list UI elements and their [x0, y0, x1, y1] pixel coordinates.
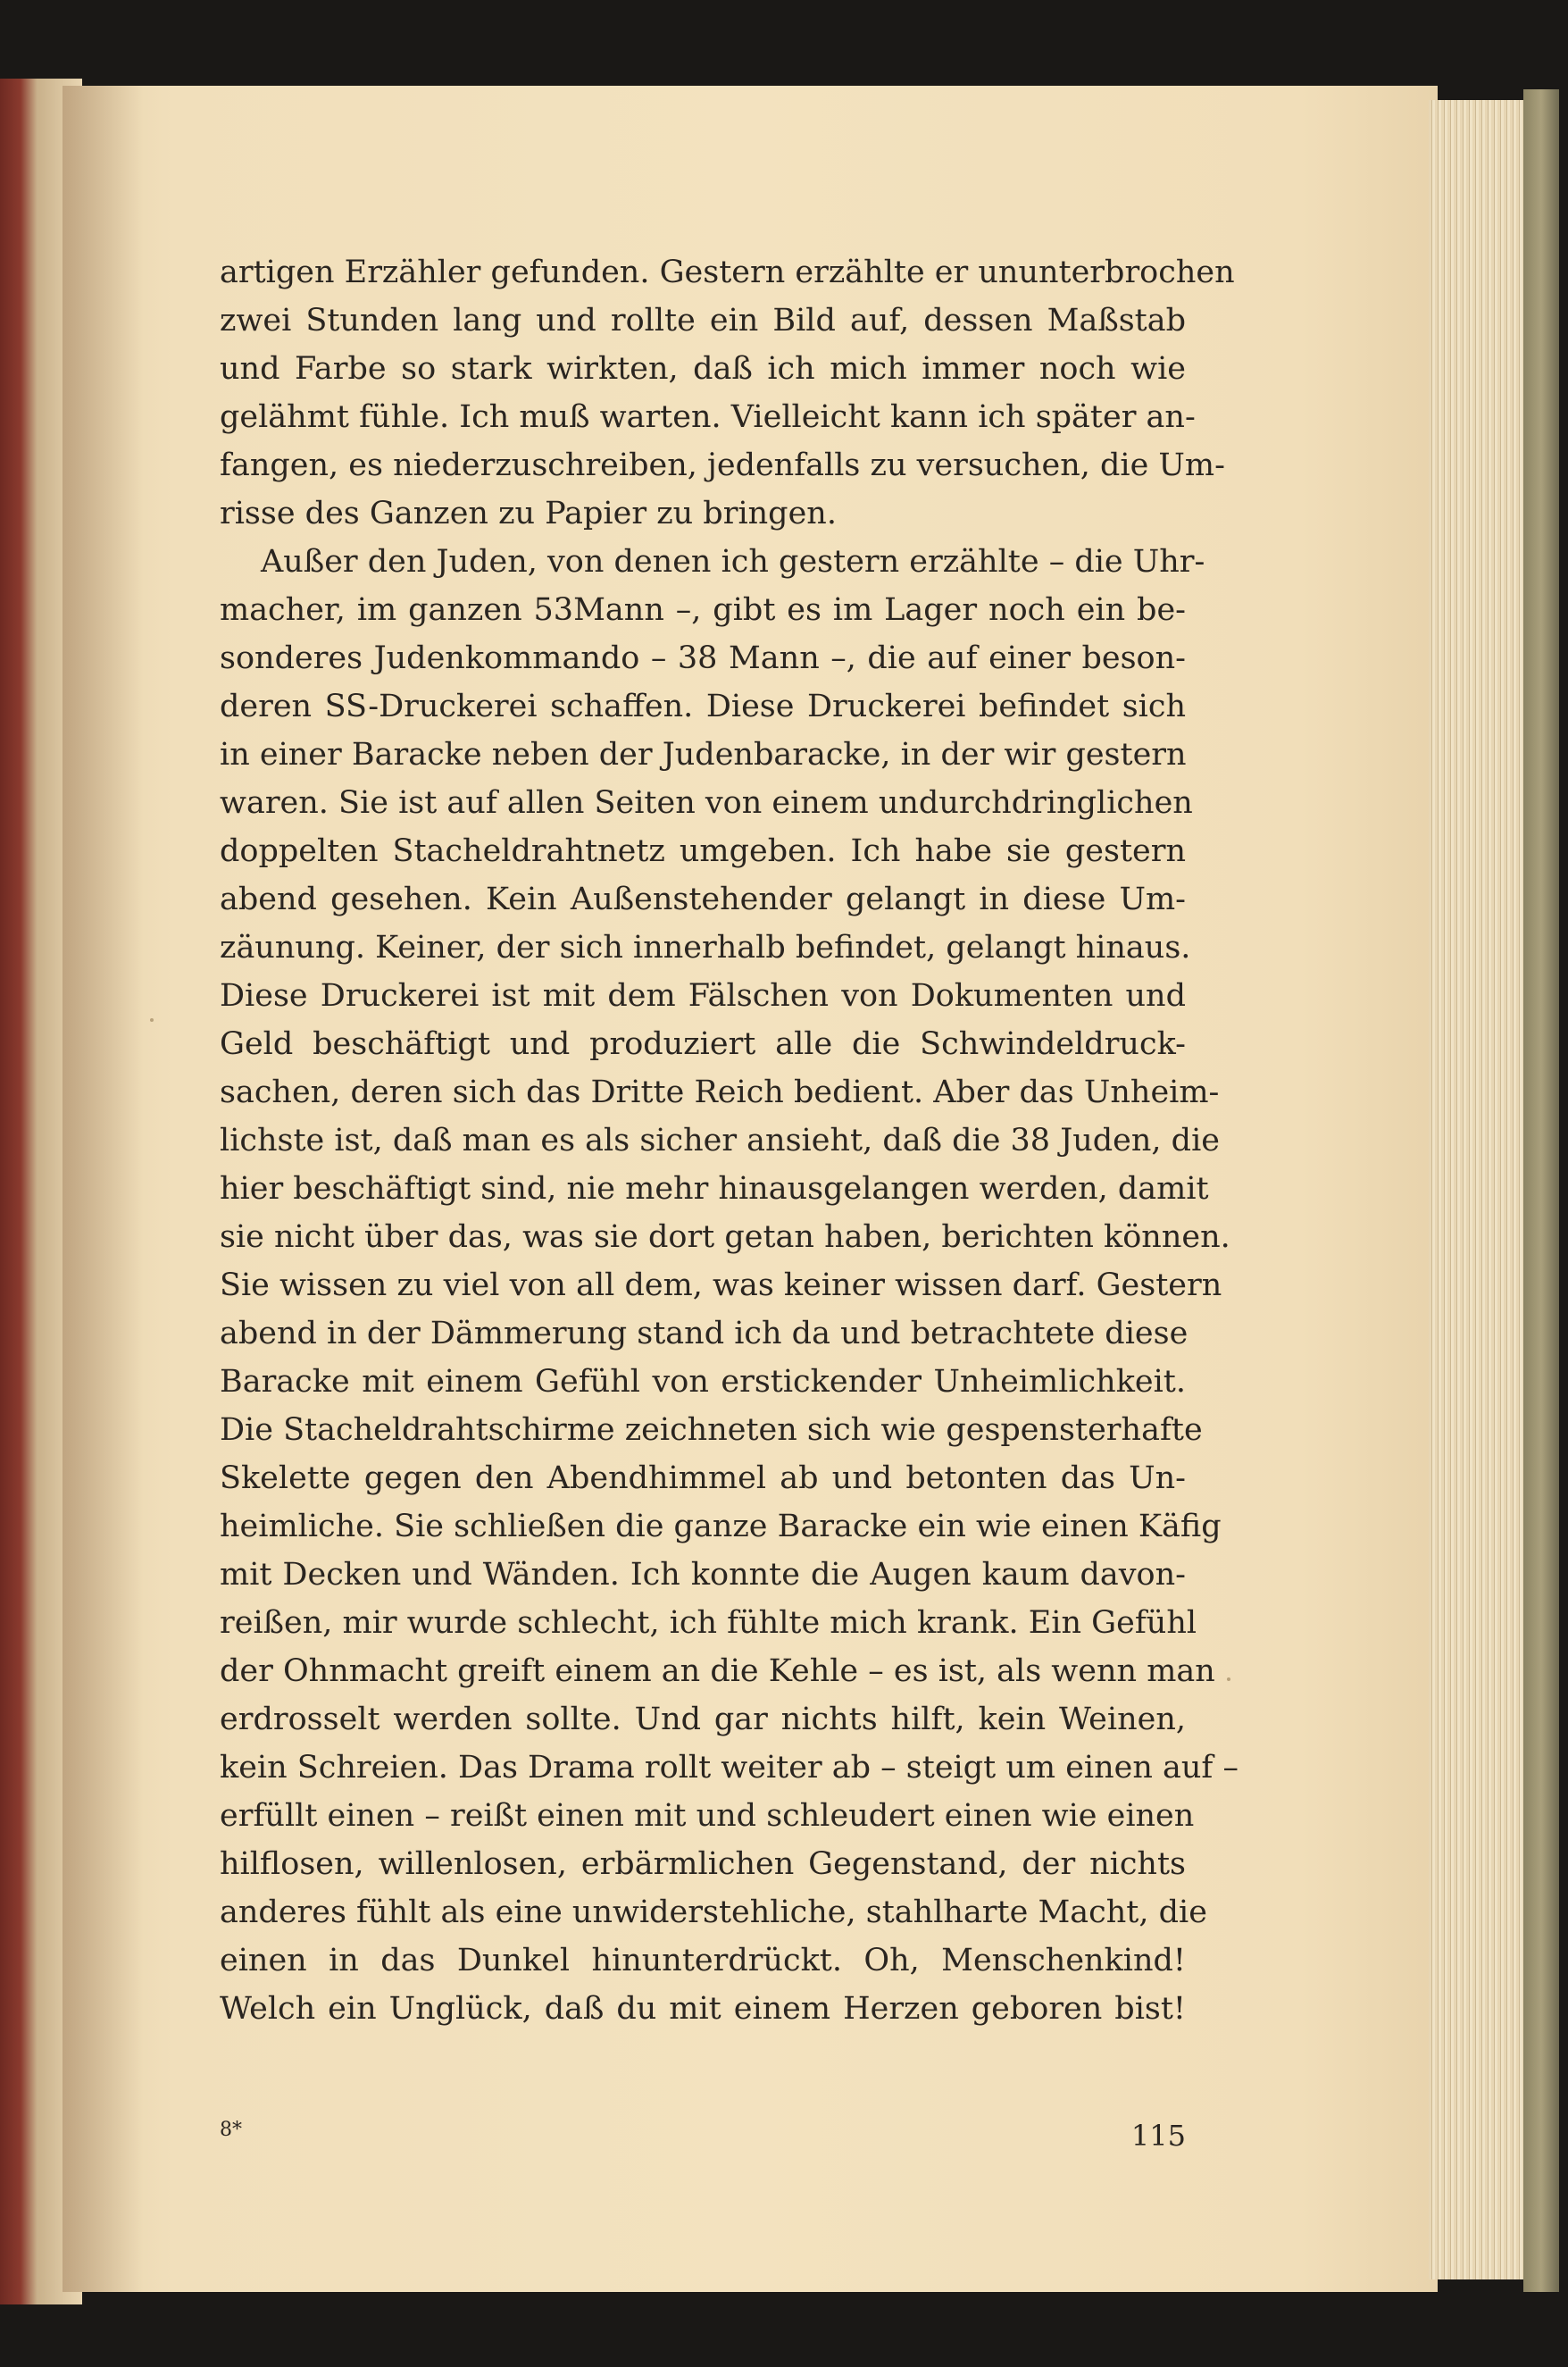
paper-speck	[150, 1018, 154, 1022]
text-line: der Ohnmacht greift einem an die Kehle – es ist, als wenn man	[220, 1653, 1215, 1689]
text-line: doppelten Stacheldrahtnetz umgeben. Ich habe sie gestern	[220, 833, 1186, 869]
text-line: abend gesehen. Kein Außenstehender gelangt in diese Um-	[220, 882, 1186, 917]
text-line: waren. Sie ist auf allen Seiten von einem undurchdringlichen	[220, 785, 1193, 821]
text-line: Baracke mit einem Gefühl von erstickender Unheimlichkeit.	[220, 1364, 1186, 1400]
gutter-shadow	[63, 86, 143, 2292]
book-cover-edge	[1523, 89, 1559, 2292]
text-line: erdrosselt werden sollte. Und gar nichts hilft, kein Weinen,	[220, 1702, 1186, 1737]
paper-speck	[1227, 1677, 1230, 1681]
text-line: heimliche. Sie schließen die ganze Baracke ein wie einen Käfig	[220, 1509, 1222, 1544]
text-line: kein Schreien. Das Drama rollt weiter ab – steigt um einen auf –	[220, 1750, 1239, 1786]
text-line: fangen, es niederzuschreiben, jedenfalls zu versuchen, die Um-	[220, 447, 1225, 483]
text-line: hilflosen, willenlosen, erbärmlichen Gegenstand, der nichts	[220, 1846, 1186, 1882]
text-line: lichste ist, daß man es als sicher ansieht, daß die 38 Juden, die	[220, 1123, 1220, 1158]
page-block-edges	[1429, 100, 1529, 2279]
text-line: Welch ein Unglück, daß du mit einem Herzen geboren bist!	[220, 1991, 1186, 2027]
text-line: mit Decken und Wänden. Ich konnte die Augen kaum davon-	[220, 1557, 1186, 1593]
text-line: gelähmt fühle. Ich muß warten. Vielleicht kann ich später an-	[220, 399, 1196, 435]
text-line: risse des Ganzen zu Papier zu bringen.	[220, 496, 837, 531]
text-line: Außer den Juden, von denen ich gestern erzählte – die Uhr-	[261, 544, 1205, 580]
text-line: reißen, mir wurde schlecht, ich fühlte mich krank. Ein Gefühl	[220, 1605, 1197, 1641]
text-line: deren SS-Druckerei schaffen. Diese Druckerei befindet sich	[220, 689, 1186, 724]
text-line: Geld beschäftigt und produziert alle die Schwindeldruck-	[220, 1026, 1186, 1062]
text-line: und Farbe so stark wirkten, daß ich mich immer noch wie	[220, 351, 1186, 387]
text-line: sonderes Judenkommando – 38 Mann –, die auf einer beson-	[220, 640, 1186, 676]
text-line: Skelette gegen den Abendhimmel ab und betonten das Un-	[220, 1460, 1186, 1496]
text-line: macher, im ganzen 53Mann –, gibt es im Lager noch ein be-	[220, 592, 1186, 628]
text-line: abend in der Dämmerung stand ich da und betrachtete diese	[220, 1316, 1189, 1351]
signature-mark: 8*	[220, 2119, 242, 2141]
body-text	[220, 248, 1239, 2033]
text-line: in einer Baracke neben der Judenbaracke, in der wir gestern	[220, 737, 1187, 773]
text-line: zäunung. Keiner, der sich innerhalb befindet, gelangt hinaus.	[220, 930, 1191, 966]
text-line: Sie wissen zu viel von all dem, was keiner wissen darf. Gestern	[220, 1267, 1222, 1303]
page-number: 115	[1130, 2119, 1186, 2153]
text-line: erfüllt einen – reißt einen mit und schleudert einen wie einen	[220, 1798, 1195, 1834]
text-line: artigen Erzähler gefunden. Gestern erzählte er ununterbrochen	[220, 255, 1235, 290]
text-line: Die Stacheldrahtschirme zeichneten sich wie gespensterhafte	[220, 1412, 1203, 1448]
text-line: sie nicht über das, was sie dort getan haben, berichten können.	[220, 1219, 1230, 1255]
text-line: Diese Druckerei ist mit dem Fälschen von Dokumenten und	[220, 978, 1186, 1014]
page-footer	[220, 2119, 1186, 2154]
text-line: einen in das Dunkel hinunterdrückt. Oh, Menschenkind!	[220, 1943, 1186, 1978]
text-line: zwei Stunden lang und rollte ein Bild auf, dessen Maßstab	[220, 303, 1186, 339]
text-line: hier beschäftigt sind, nie mehr hinausgelangen werden, damit	[220, 1171, 1209, 1207]
text-line: sachen, deren sich das Dritte Reich bedient. Aber das Unheim-	[220, 1075, 1220, 1110]
text-line: anderes fühlt als eine unwiderstehliche, stahlharte Macht, die	[220, 1894, 1207, 1930]
